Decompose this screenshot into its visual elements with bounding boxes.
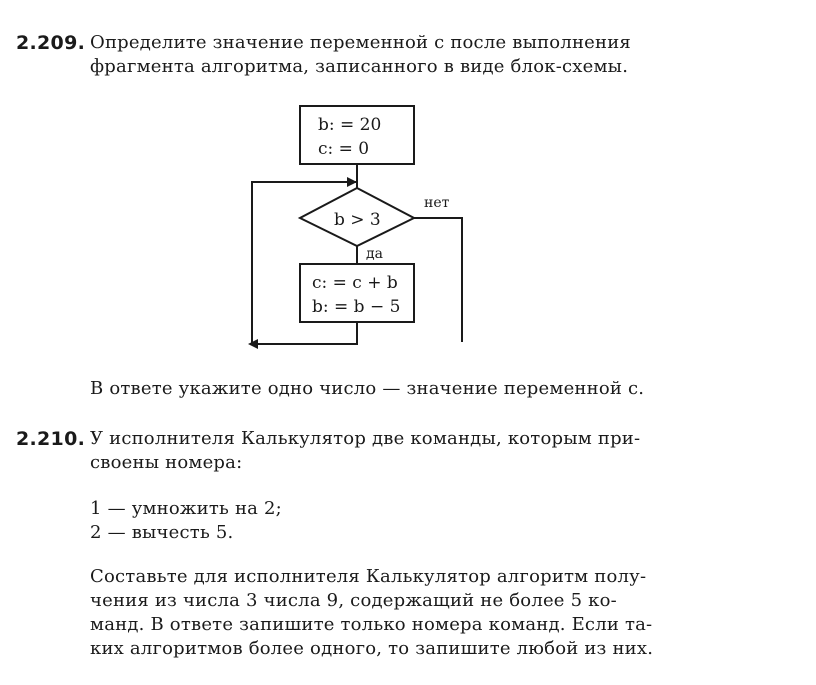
- problem-210-task-line-1: Составьте для исполнителя Калькулятор алгоритм полу-: [90, 566, 647, 587]
- flowchart-condition-text: b > 3: [334, 210, 381, 230]
- problem-209-text-line-2: фрагмента алгоритма, записанного в виде блок-схемы.: [90, 56, 629, 77]
- problem-210-text-line-2: своены номера:: [90, 452, 243, 473]
- command-2: 2 — вычесть 5.: [90, 522, 234, 543]
- problem-210-task-line-4: ких алгоритмов более одного, то запишите любой из них.: [90, 638, 654, 659]
- flowchart-body-line-2: b: = b − 5: [312, 297, 401, 317]
- problem-210-number: 2.210.: [16, 428, 86, 450]
- problem-210-text-line-1: У исполнителя Калькулятор две команды, которым при-: [90, 428, 641, 449]
- flowchart-no-branch: [414, 218, 462, 342]
- flowchart-body-line-1: c: = c + b: [312, 273, 398, 293]
- problem-210-task-line-3: манд. В ответе запишите только номера команд. Если та-: [90, 614, 653, 635]
- problem-210-task-line-2: чения из числа 3 числа 9, содержащий не более 5 ко-: [90, 590, 617, 611]
- flowchart-yes-label: да: [366, 246, 383, 262]
- command-1: 1 — умножить на 2;: [90, 498, 282, 519]
- problem-209-number: 2.209.: [16, 32, 86, 54]
- flowchart-init-line-2: c: = 0: [318, 139, 370, 159]
- flowchart-init-line-1: b: = 20: [318, 115, 382, 135]
- problem-209-text-line-1: Определите значение переменной c после выполнения: [90, 32, 631, 53]
- flowchart-no-label: нет: [424, 195, 450, 211]
- problem-209-answer-prompt: В ответе укажите одно число — значение переменной c.: [90, 378, 645, 399]
- flowchart-loop-entry-arrowhead: [347, 177, 357, 187]
